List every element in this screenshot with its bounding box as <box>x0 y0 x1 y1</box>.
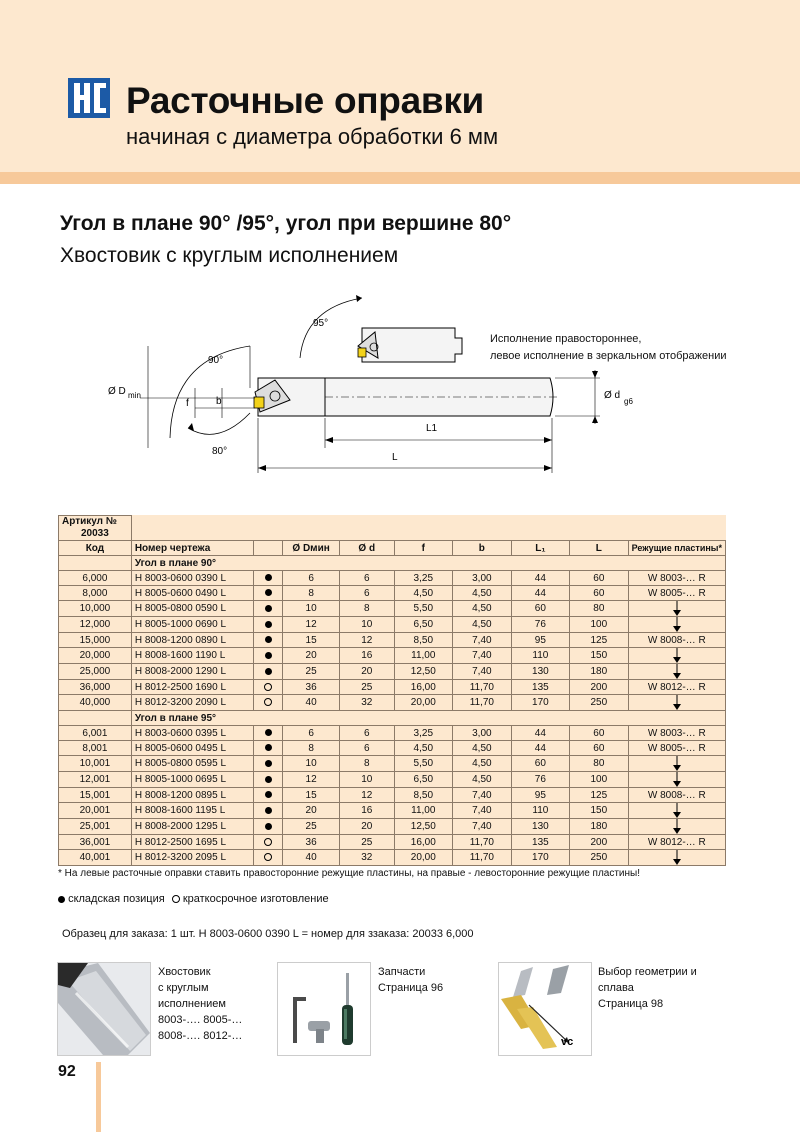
l1-cell: 95 <box>511 633 569 648</box>
dmin-cell: 40 <box>283 695 340 711</box>
stock-cell <box>254 819 283 835</box>
d-label: Ø d <box>604 390 621 401</box>
code-cell: 25,000 <box>59 664 132 680</box>
l-cell: 60 <box>570 586 629 601</box>
ref-spare-parts-text: Запчасти Страница 96 <box>378 966 444 994</box>
l1-cell: 60 <box>511 756 569 772</box>
L-label: L <box>392 452 398 463</box>
drawing-cell: H 8005-0600 0495 L <box>131 741 254 756</box>
code-cell: 6,001 <box>59 726 132 741</box>
dmin-subscript: min <box>128 391 141 400</box>
l-cell: 180 <box>570 664 629 680</box>
stock-cell <box>254 695 283 711</box>
angle-95-label: 95° <box>313 318 329 329</box>
dmin-label: Ø D <box>108 386 126 397</box>
inserts-cell <box>628 803 725 819</box>
drawing-cell: H 8012-2500 1690 L <box>131 680 254 695</box>
open-circle-icon <box>172 895 180 903</box>
article-number: 20033 <box>81 528 109 539</box>
table-row <box>59 648 726 664</box>
dmin-cell: 36 <box>283 680 340 695</box>
table-group-row <box>59 556 726 571</box>
table-row <box>59 741 726 756</box>
page-title: Расточные оправки <box>126 80 484 121</box>
drawing-cell: H 8005-0600 0490 L <box>131 586 254 601</box>
arrow-down-icon <box>672 803 682 818</box>
code-cell: 15,001 <box>59 788 132 803</box>
dmin-cell: 6 <box>283 571 340 586</box>
drawing-cell: H 8005-0800 0595 L <box>131 756 254 772</box>
stock-cell <box>254 571 283 586</box>
arrow-down-icon <box>672 850 682 865</box>
filled-circle-icon <box>265 652 272 659</box>
code-cell: 15,000 <box>59 633 132 648</box>
dmin-cell: 6 <box>283 726 340 741</box>
stock-cell <box>254 726 283 741</box>
code-cell: 36,001 <box>59 835 132 850</box>
arrow-down-icon <box>672 601 682 616</box>
code-cell: 36,000 <box>59 680 132 695</box>
table-row <box>59 571 726 586</box>
inserts-cell: W 8005-… R <box>628 741 725 756</box>
dmin-cell: 10 <box>283 601 340 617</box>
dmin-cell: 12 <box>283 617 340 633</box>
angle-90-label: 90° <box>208 355 224 366</box>
filled-circle-icon <box>265 621 272 628</box>
code-cell: 6,000 <box>59 571 132 586</box>
b-cell: 7,40 <box>453 648 512 664</box>
stock-cell <box>254 850 283 866</box>
d-cell: 25 <box>340 680 395 695</box>
l1-cell: 44 <box>511 586 569 601</box>
col-header: b <box>453 541 512 556</box>
dmin-cell: 40 <box>283 850 340 866</box>
filled-circle-icon <box>265 605 272 612</box>
col-header: Номер чертежа <box>131 541 254 556</box>
section-subtitle: Хвостовик с круглым исполнением <box>60 244 399 267</box>
l1-cell: 60 <box>511 601 569 617</box>
dmin-cell: 8 <box>283 586 340 601</box>
d-cell: 6 <box>340 726 395 741</box>
stock-cell <box>254 648 283 664</box>
d-cell: 8 <box>340 756 395 772</box>
l-cell: 150 <box>570 803 629 819</box>
table-group-row <box>59 711 726 726</box>
open-circle-icon <box>264 698 272 706</box>
col-header: Ø Dмин <box>283 541 340 556</box>
table-row <box>59 726 726 741</box>
inserts-cell <box>628 601 725 617</box>
l-cell: 60 <box>570 726 629 741</box>
dmin-cell: 25 <box>283 819 340 835</box>
stock-cell <box>254 756 283 772</box>
code-cell: 20,000 <box>59 648 132 664</box>
inserts-cell <box>628 850 725 866</box>
open-circle-icon <box>264 683 272 691</box>
d-cell: 16 <box>340 648 395 664</box>
filled-circle-icon <box>265 823 272 830</box>
f-cell: 8,50 <box>394 633 453 648</box>
drawing-cell: H 8008-2000 1295 L <box>131 819 254 835</box>
arrow-down-icon <box>672 695 682 710</box>
col-header: Ø d <box>340 541 395 556</box>
filled-circle-icon <box>265 791 272 798</box>
b-cell: 11,70 <box>453 835 512 850</box>
b-cell: 11,70 <box>453 850 512 866</box>
table-row <box>59 819 726 835</box>
angle-80-label: 80° <box>212 446 228 457</box>
L1-label: L1 <box>426 423 438 434</box>
drawing-cell: H 8012-2500 1695 L <box>131 835 254 850</box>
l1-cell: 130 <box>511 664 569 680</box>
col-header: Режущие пластины* <box>628 541 725 556</box>
f-cell: 8,50 <box>394 788 453 803</box>
d-cell: 10 <box>340 772 395 788</box>
stock-cell <box>254 633 283 648</box>
l1-cell: 76 <box>511 617 569 633</box>
legend-stock-label: складская позиция <box>68 893 165 905</box>
open-circle-icon <box>264 853 272 861</box>
d-cell: 32 <box>340 695 395 711</box>
dmin-cell: 15 <box>283 788 340 803</box>
b-cell: 11,70 <box>453 680 512 695</box>
d-cell: 20 <box>340 819 395 835</box>
drawing-cell: H 8008-2000 1290 L <box>131 664 254 680</box>
ref-shank-text: Хвостовик с круглым исполнением 8003-…. 8005-… 8008-…. 8012-… <box>158 966 243 1042</box>
inserts-cell: W 8008-… R <box>628 633 725 648</box>
drawing-cell: H 8005-0800 0590 L <box>131 601 254 617</box>
d-subscript: g6 <box>624 397 633 406</box>
dmin-cell: 15 <box>283 633 340 648</box>
table-row <box>59 601 726 617</box>
l-cell: 100 <box>570 772 629 788</box>
drawing-cell: H 8008-1200 0890 L <box>131 633 254 648</box>
f-cell: 4,50 <box>394 741 453 756</box>
arrow-down-icon <box>672 617 682 632</box>
arrow-down-icon <box>672 756 682 771</box>
l-cell: 150 <box>570 648 629 664</box>
f-cell: 20,00 <box>394 850 453 866</box>
l1-cell: 130 <box>511 819 569 835</box>
filled-circle-icon <box>265 574 272 581</box>
l-cell: 60 <box>570 571 629 586</box>
b-cell: 7,40 <box>453 803 512 819</box>
table-row <box>59 850 726 866</box>
f-cell: 5,50 <box>394 756 453 772</box>
dmin-cell: 25 <box>283 664 340 680</box>
b-cell: 7,40 <box>453 664 512 680</box>
footnote: * На левые расточные оправки ставить правосторонние режущие пластины, на правые - левосторонние режущие пластины! <box>58 868 641 879</box>
table-row <box>59 756 726 772</box>
l1-cell: 76 <box>511 772 569 788</box>
l-cell: 125 <box>570 788 629 803</box>
code-cell: 20,001 <box>59 803 132 819</box>
l-cell: 180 <box>570 819 629 835</box>
stock-cell <box>254 788 283 803</box>
open-circle-icon <box>264 838 272 846</box>
l1-cell: 95 <box>511 788 569 803</box>
d-cell: 6 <box>340 741 395 756</box>
dmin-cell: 20 <box>283 803 340 819</box>
inserts-cell: W 8005-… R <box>628 586 725 601</box>
stock-cell <box>254 617 283 633</box>
drawing-cell: H 8003-0600 0395 L <box>131 726 254 741</box>
filled-circle-icon <box>265 729 272 736</box>
code-cell: 10,000 <box>59 601 132 617</box>
dmin-cell: 8 <box>283 741 340 756</box>
stock-cell <box>254 601 283 617</box>
arrow-down-icon <box>672 664 682 679</box>
l1-cell: 110 <box>511 648 569 664</box>
ref-geometry-text: Выбор геометрии и сплава Страница 98 <box>598 966 697 1010</box>
d-cell: 10 <box>340 617 395 633</box>
d-cell: 8 <box>340 601 395 617</box>
inserts-cell: W 8003-… R <box>628 726 725 741</box>
b-cell: 7,40 <box>453 788 512 803</box>
page-bar <box>96 1062 101 1132</box>
filled-circle-icon <box>265 668 272 675</box>
vc-label: vc <box>561 1036 574 1048</box>
filled-circle-icon <box>265 760 272 767</box>
inserts-cell: W 8008-… R <box>628 788 725 803</box>
table-row <box>59 803 726 819</box>
l1-cell: 44 <box>511 571 569 586</box>
code-cell: 25,001 <box>59 819 132 835</box>
stock-cell <box>254 772 283 788</box>
table-row <box>59 664 726 680</box>
f-cell: 6,50 <box>394 772 453 788</box>
drawing-cell: H 8003-0600 0390 L <box>131 571 254 586</box>
page-subtitle: начиная с диаметра обработки 6 мм <box>126 124 499 149</box>
d-cell: 12 <box>340 633 395 648</box>
legend-short-term-label: краткосрочное изготовление <box>182 893 329 905</box>
b-cell: 7,40 <box>453 633 512 648</box>
arrow-down-icon <box>672 772 682 787</box>
stock-cell <box>254 586 283 601</box>
shank-photo <box>57 962 151 1056</box>
f-cell: 12,50 <box>394 664 453 680</box>
table-row <box>59 772 726 788</box>
table-row <box>59 835 726 850</box>
l-cell: 125 <box>570 633 629 648</box>
filled-circle-icon <box>265 776 272 783</box>
code-cell: 40,001 <box>59 850 132 866</box>
header-rule <box>0 172 800 184</box>
tool-drawing <box>100 288 740 478</box>
l-cell: 250 <box>570 850 629 866</box>
table-row <box>59 695 726 711</box>
inserts-cell: W 8012-… R <box>628 680 725 695</box>
code-cell: 12,000 <box>59 617 132 633</box>
f-cell: 11,00 <box>394 803 453 819</box>
inserts-cell: W 8012-… R <box>628 835 725 850</box>
l-cell: 200 <box>570 835 629 850</box>
geometry-photo <box>498 962 592 1056</box>
arrow-down-icon <box>672 648 682 663</box>
section-title: Угол в плане 90° /95°, угол при вершине 80° <box>60 212 512 235</box>
stock-cell <box>254 803 283 819</box>
f-cell: 20,00 <box>394 695 453 711</box>
d-cell: 16 <box>340 803 395 819</box>
drawing-cell: H 8008-1200 0895 L <box>131 788 254 803</box>
stock-cell <box>254 664 283 680</box>
l1-cell: 135 <box>511 835 569 850</box>
l-cell: 250 <box>570 695 629 711</box>
table-header-article <box>59 516 726 541</box>
drawing-cell: H 8005-1000 0690 L <box>131 617 254 633</box>
b-cell: 4,50 <box>453 772 512 788</box>
f-label: f <box>186 398 189 409</box>
code-cell: 8,000 <box>59 586 132 601</box>
col-header: f <box>394 541 453 556</box>
col-header: Код <box>59 541 132 556</box>
inserts-cell <box>628 664 725 680</box>
l1-cell: 170 <box>511 695 569 711</box>
f-cell: 16,00 <box>394 680 453 695</box>
f-cell: 3,25 <box>394 726 453 741</box>
d-cell: 12 <box>340 788 395 803</box>
b-cell: 4,50 <box>453 601 512 617</box>
table-row <box>59 617 726 633</box>
company-logo <box>68 78 110 118</box>
code-cell: 8,001 <box>59 741 132 756</box>
filled-circle-icon <box>58 896 65 903</box>
inserts-cell <box>628 617 725 633</box>
drawing-note: Исполнение правостороннее, левое исполнение в зеркальном отображении <box>490 333 727 362</box>
stock-cell <box>254 741 283 756</box>
code-cell: 40,000 <box>59 695 132 711</box>
col-header: L₁ <box>511 541 569 556</box>
filled-circle-icon <box>265 807 272 814</box>
stock-cell <box>254 835 283 850</box>
table-row <box>59 586 726 601</box>
l1-cell: 44 <box>511 741 569 756</box>
b-cell: 3,00 <box>453 726 512 741</box>
d-cell: 20 <box>340 664 395 680</box>
table-row <box>59 788 726 803</box>
b-cell: 4,50 <box>453 741 512 756</box>
l-cell: 60 <box>570 741 629 756</box>
dmin-cell: 20 <box>283 648 340 664</box>
l-cell: 100 <box>570 617 629 633</box>
l-cell: 200 <box>570 680 629 695</box>
inserts-cell <box>628 648 725 664</box>
table-row <box>59 680 726 695</box>
l1-cell: 170 <box>511 850 569 866</box>
d-cell: 25 <box>340 835 395 850</box>
d-cell: 6 <box>340 586 395 601</box>
code-cell: 12,001 <box>59 772 132 788</box>
stock-cell <box>254 680 283 695</box>
drawing-cell: H 8008-1600 1195 L <box>131 803 254 819</box>
drawing-cell: H 8005-1000 0695 L <box>131 772 254 788</box>
l-cell: 80 <box>570 756 629 772</box>
filled-circle-icon <box>265 744 272 751</box>
inserts-cell <box>628 756 725 772</box>
f-cell: 4,50 <box>394 586 453 601</box>
legend <box>58 893 333 905</box>
page-number: 92 <box>58 1063 76 1080</box>
inserts-cell <box>628 772 725 788</box>
dmin-cell: 36 <box>283 835 340 850</box>
table-header-row <box>59 541 726 556</box>
spec-table <box>58 515 726 866</box>
group-title: Угол в плане 95° <box>131 711 725 726</box>
group-title: Угол в плане 90° <box>131 556 725 571</box>
inserts-cell <box>628 695 725 711</box>
arrow-down-icon <box>672 819 682 834</box>
table-row <box>59 633 726 648</box>
f-cell: 16,00 <box>394 835 453 850</box>
code-cell: 10,001 <box>59 756 132 772</box>
f-cell: 6,50 <box>394 617 453 633</box>
b-label: b <box>216 396 222 407</box>
d-cell: 32 <box>340 850 395 866</box>
f-cell: 11,00 <box>394 648 453 664</box>
l-cell: 80 <box>570 601 629 617</box>
l1-cell: 110 <box>511 803 569 819</box>
l1-cell: 135 <box>511 680 569 695</box>
order-example: Образец для заказа: 1 шт. H 8003-0600 0390 L = номер для ззаказа: 20033 6,000 <box>62 928 474 940</box>
b-cell: 4,50 <box>453 617 512 633</box>
b-cell: 4,50 <box>453 756 512 772</box>
d-cell: 6 <box>340 571 395 586</box>
col-header <box>254 541 283 556</box>
f-cell: 3,25 <box>394 571 453 586</box>
inserts-cell: W 8003-… R <box>628 571 725 586</box>
f-cell: 12,50 <box>394 819 453 835</box>
filled-circle-icon <box>265 589 272 596</box>
l1-cell: 44 <box>511 726 569 741</box>
drawing-cell: H 8012-3200 2090 L <box>131 695 254 711</box>
b-cell: 11,70 <box>453 695 512 711</box>
b-cell: 4,50 <box>453 586 512 601</box>
b-cell: 7,40 <box>453 819 512 835</box>
dmin-cell: 12 <box>283 772 340 788</box>
filled-circle-icon <box>265 636 272 643</box>
drawing-cell: H 8012-3200 2095 L <box>131 850 254 866</box>
article-label: Артикул № <box>62 516 117 527</box>
dmin-cell: 10 <box>283 756 340 772</box>
drawing-cell: H 8008-1600 1190 L <box>131 648 254 664</box>
f-cell: 5,50 <box>394 601 453 617</box>
inserts-cell <box>628 819 725 835</box>
b-cell: 3,00 <box>453 571 512 586</box>
spare-parts-photo <box>277 962 371 1056</box>
col-header: L <box>570 541 629 556</box>
